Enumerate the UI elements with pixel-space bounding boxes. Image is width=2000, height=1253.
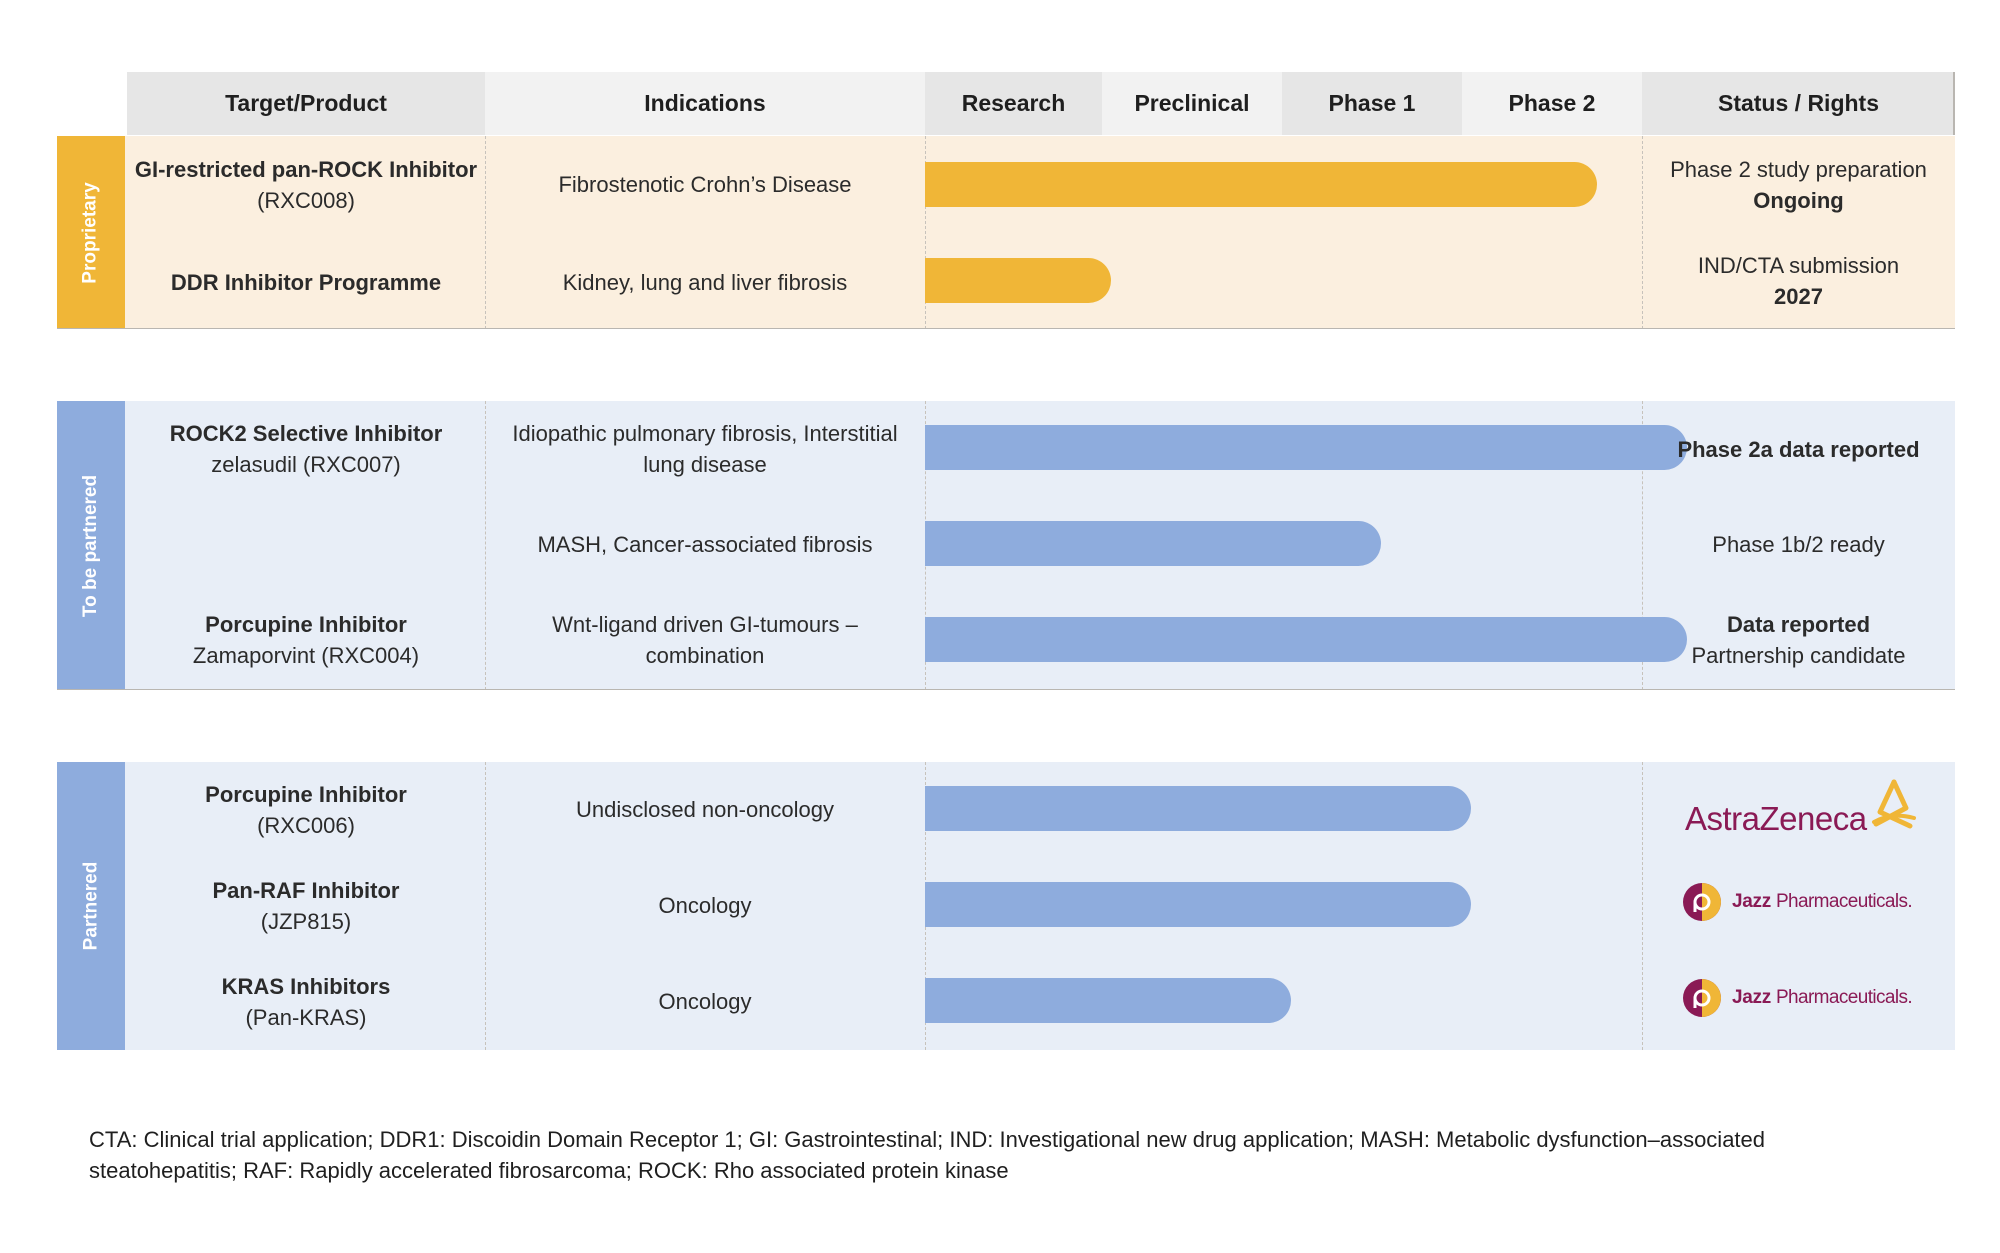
status-cell	[1642, 248, 1955, 313]
indication-text: Fibrostenotic Crohn’s Disease	[558, 172, 852, 197]
indication-text: Kidney, lung and liver fibrosis	[562, 270, 848, 295]
partner-name-bold: Jazz	[1732, 891, 1771, 912]
header-indications: Indications	[644, 90, 766, 116]
progress-bar	[925, 521, 1381, 566]
status-text: Phase 2 study preparation	[1670, 156, 1927, 182]
jazz-logo-icon	[1682, 882, 1922, 922]
indication-text: combination	[645, 642, 765, 668]
target-cell	[127, 152, 485, 217]
indication-cell	[485, 607, 925, 672]
target-code: (RXC008)	[257, 187, 355, 213]
indication-text: Oncology	[658, 989, 752, 1014]
target-cell	[127, 969, 485, 1034]
footnote-line: CTA: Clinical trial application; DDR1: Discoidin Domain Receptor 1; GI: Gastrointestinal; IND: Investigational new drug application; MASH: Metabolic dysfunction–associated	[89, 1127, 1766, 1152]
status-cell	[1642, 607, 1955, 672]
target-cell	[127, 416, 485, 481]
partner-name-rest: Pharmaceuticals.	[1775, 891, 1913, 912]
target-code: zelasudil (RXC007)	[211, 451, 401, 477]
section-partnered-text: Partnered	[80, 861, 102, 951]
header-research: Research	[961, 90, 1066, 116]
status-emphasis: Phase 2a data reported	[1677, 437, 1920, 462]
jazz-symbol-icon	[1682, 978, 1722, 1018]
status-cell	[1642, 527, 1955, 562]
indication-text: Wnt-ligand driven GI-tumours –	[552, 611, 858, 637]
status-text: IND/CTA submission	[1697, 252, 1900, 278]
target-name: Pan-RAF Inhibitor	[212, 877, 400, 903]
divider	[1642, 762, 1643, 1050]
target-name: KRAS Inhibitors	[221, 973, 391, 999]
target-code: Zamaporvint (RXC004)	[192, 642, 420, 668]
indication-cell	[485, 152, 925, 217]
progress-bar	[925, 162, 1597, 207]
footnote	[89, 1124, 1849, 1186]
progress-bar	[925, 425, 1687, 470]
target-name: Porcupine Inhibitor	[205, 781, 407, 807]
status-cell	[1642, 152, 1955, 217]
partner-name: AstraZeneca	[1685, 800, 1867, 837]
target-name: ROCK2 Selective Inhibitor	[169, 420, 443, 446]
status-cell	[1642, 432, 1955, 467]
section-to-be-partnered-label	[57, 401, 125, 690]
status-emphasis: 2027	[1774, 283, 1823, 309]
indication-text: MASH, Cancer-associated fibrosis	[537, 532, 873, 557]
indication-text: Undisclosed non-oncology	[575, 797, 835, 822]
section-proprietary-label	[57, 136, 125, 329]
target-name: Porcupine Inhibitor	[205, 611, 407, 637]
target-cell	[127, 777, 485, 842]
jazz-logo-icon	[1682, 978, 1922, 1018]
indication-cell	[485, 984, 925, 1019]
target-cell	[127, 873, 485, 938]
footnote-line: steatohepatitis; RAF: Rapidly accelerated fibrosarcoma; ROCK: Rho associated protein kinase	[89, 1158, 1009, 1183]
jazz-symbol-icon	[1682, 882, 1722, 922]
section-to-be-partnered-text: To be partnered	[80, 474, 102, 617]
section-partnered-label	[57, 762, 125, 1050]
indication-text: lung disease	[643, 451, 767, 477]
header-target: Target/Product	[225, 90, 387, 116]
status-emphasis: Data reported	[1726, 611, 1871, 637]
indication-text: Idiopathic pulmonary fibrosis, Interstitial	[512, 420, 898, 446]
progress-bar	[925, 617, 1687, 662]
progress-bar	[925, 258, 1111, 303]
status-emphasis: Ongoing	[1753, 187, 1844, 213]
header-phase1: Phase 1	[1328, 90, 1416, 116]
indication-cell	[485, 250, 925, 315]
target-name: GI-restricted pan-ROCK Inhibitor	[134, 156, 478, 182]
status-text: Partnership candidate	[1691, 642, 1906, 668]
astrazeneca-symbol-icon	[1866, 778, 1922, 838]
target-cell	[127, 607, 485, 672]
section-bottom-rule	[57, 689, 1955, 690]
indication-cell	[485, 888, 925, 923]
section-proprietary-text: Proprietary	[80, 181, 101, 284]
partner-name-rest: Pharmaceuticals.	[1775, 987, 1913, 1008]
target-code: (JZP815)	[260, 908, 352, 934]
section-bottom-rule	[57, 328, 1955, 329]
header-preclinical: Preclinical	[1134, 90, 1250, 116]
progress-bar	[925, 978, 1291, 1023]
indication-text: Oncology	[658, 893, 752, 918]
astrazeneca-logo-icon	[1682, 778, 1922, 844]
progress-bar	[925, 882, 1471, 927]
partner-name-bold: Jazz	[1732, 987, 1771, 1008]
indication-cell	[485, 527, 925, 562]
indication-cell	[485, 792, 925, 827]
target-cell	[127, 250, 485, 315]
header-phase2: Phase 2	[1508, 90, 1596, 116]
status-text: Phase 1b/2 ready	[1712, 532, 1885, 557]
target-code: (Pan-KRAS)	[245, 1004, 367, 1030]
progress-bar	[925, 786, 1471, 831]
target-name: DDR Inhibitor Programme	[170, 270, 442, 295]
header-status: Status / Rights	[1717, 90, 1879, 116]
target-code: (RXC006)	[257, 812, 355, 838]
indication-cell	[485, 416, 925, 481]
